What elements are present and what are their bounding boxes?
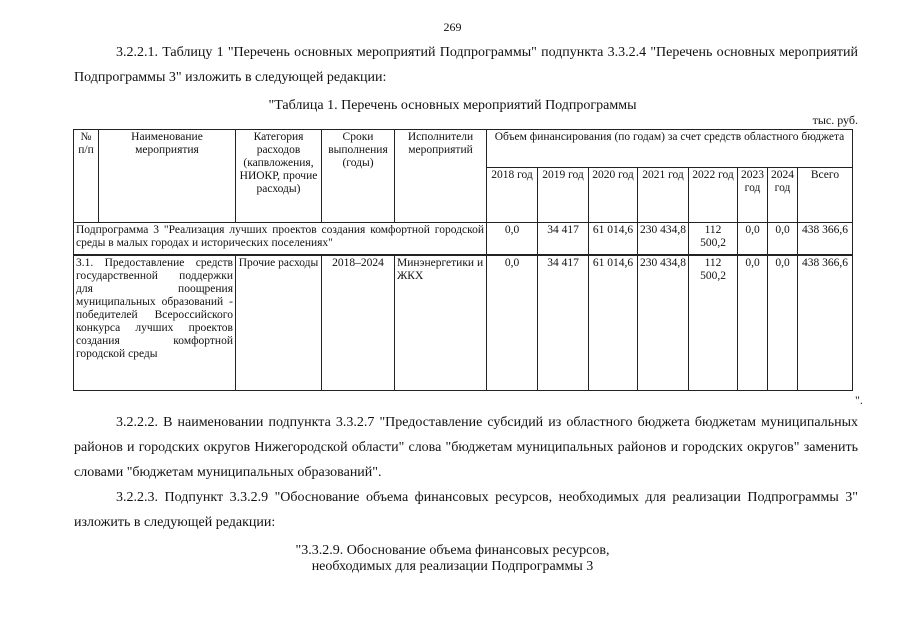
header-name: Наименование мероприятия (99, 130, 236, 223)
measure-2019: 34 417 (538, 255, 589, 391)
header-terms: Сроки выполнения (годы) (322, 130, 395, 223)
table-title: "Таблица 1. Перечень основных мероприятий Подпрограммы (268, 98, 637, 113)
measure-2023: 0,0 (738, 255, 768, 391)
measure-total: 438 366,6 (798, 255, 853, 391)
measure-2022: 112 500,2 (689, 255, 738, 391)
subprogram-2018: 0,0 (487, 223, 538, 255)
subprogram-total: 438 366,6 (798, 223, 853, 255)
header-2019: 2019 год (538, 168, 589, 223)
page-number: 269 (443, 20, 462, 34)
measures-table (73, 129, 853, 391)
header-2024: 2024 год (768, 168, 798, 223)
measure-category: Прочие расходы (236, 255, 322, 391)
measure-terms: 2018–2024 (322, 255, 395, 391)
section-heading-line1: "3.3.2.9. Обоснование объема финансовых ресурсов, (295, 543, 610, 558)
paragraph-3223: 3.2.2.3. Подпункт 3.3.2.9 "Обоснование объема финансовых ресурсов, необходимых для реализации Подпрограммы 3" изложить в следующей редакции: (74, 490, 858, 530)
header-2021: 2021 год (638, 168, 689, 223)
paragraph-3221: 3.2.2.1. Таблицу 1 "Перечень основных мероприятий Подпрограммы" подпункта 3.3.2.4 "Перечень основных мероприятий Подпрограммы 3" изложить в следующей редакции: (74, 45, 858, 85)
header-total: Всего (798, 168, 853, 223)
header-executors: Исполнители мероприятий (395, 130, 487, 223)
measure-2020: 61 014,6 (589, 255, 638, 391)
header-num: № п/п (74, 130, 99, 223)
subprogram-2022: 112 500,2 (689, 223, 738, 255)
header-2020: 2020 год (589, 168, 638, 223)
subprogram-2024: 0,0 (768, 223, 798, 255)
subprogram-2020: 61 014,6 (589, 223, 638, 255)
measure-executors: Минэнергетики и ЖКХ (395, 255, 487, 391)
header-2018: 2018 год (487, 168, 538, 223)
header-2022: 2022 год (689, 168, 738, 223)
subprogram-2021: 230 434,8 (638, 223, 689, 255)
measure-2024: 0,0 (768, 255, 798, 391)
units-label: тыс. руб. (812, 113, 858, 127)
subprogram-name: Подпрограмма 3 "Реализация лучших проектов создания комфортной городской среды в малых городах и исторических поселениях" (74, 223, 487, 255)
section-heading-line2: необходимых для реализации Подпрограммы 3 (311, 559, 594, 574)
measure-name: 3.1. Предоставление средств государственной поддержки для поощрения муниципальных образований - победителей Всероссийского конкурса лучших проектов создания комфортной городской среды (74, 255, 236, 391)
closing-quote: ". (855, 393, 863, 407)
header-category: Категория расходов (капвложения, НИОКР, прочие расходы) (236, 130, 322, 223)
subprogram-2023: 0,0 (738, 223, 768, 255)
header-2023: 2023 год (738, 168, 768, 223)
subprogram-2019: 34 417 (538, 223, 589, 255)
measure-2018: 0,0 (487, 255, 538, 391)
header-funding: Объем финансирования (по годам) за счет средств областного бюджета (487, 130, 853, 168)
measure-2021: 230 434,8 (638, 255, 689, 391)
paragraph-3222: 3.2.2.2. В наименовании подпункта 3.3.2.7 "Предоставление субсидий из областного бюджета бюджетам муниципальных районов и городских округов Нижегородской области" слова "бюджетам муниципальных районов и городских округов" заменить словами "бюджетам муниципальных образований". (74, 415, 858, 480)
